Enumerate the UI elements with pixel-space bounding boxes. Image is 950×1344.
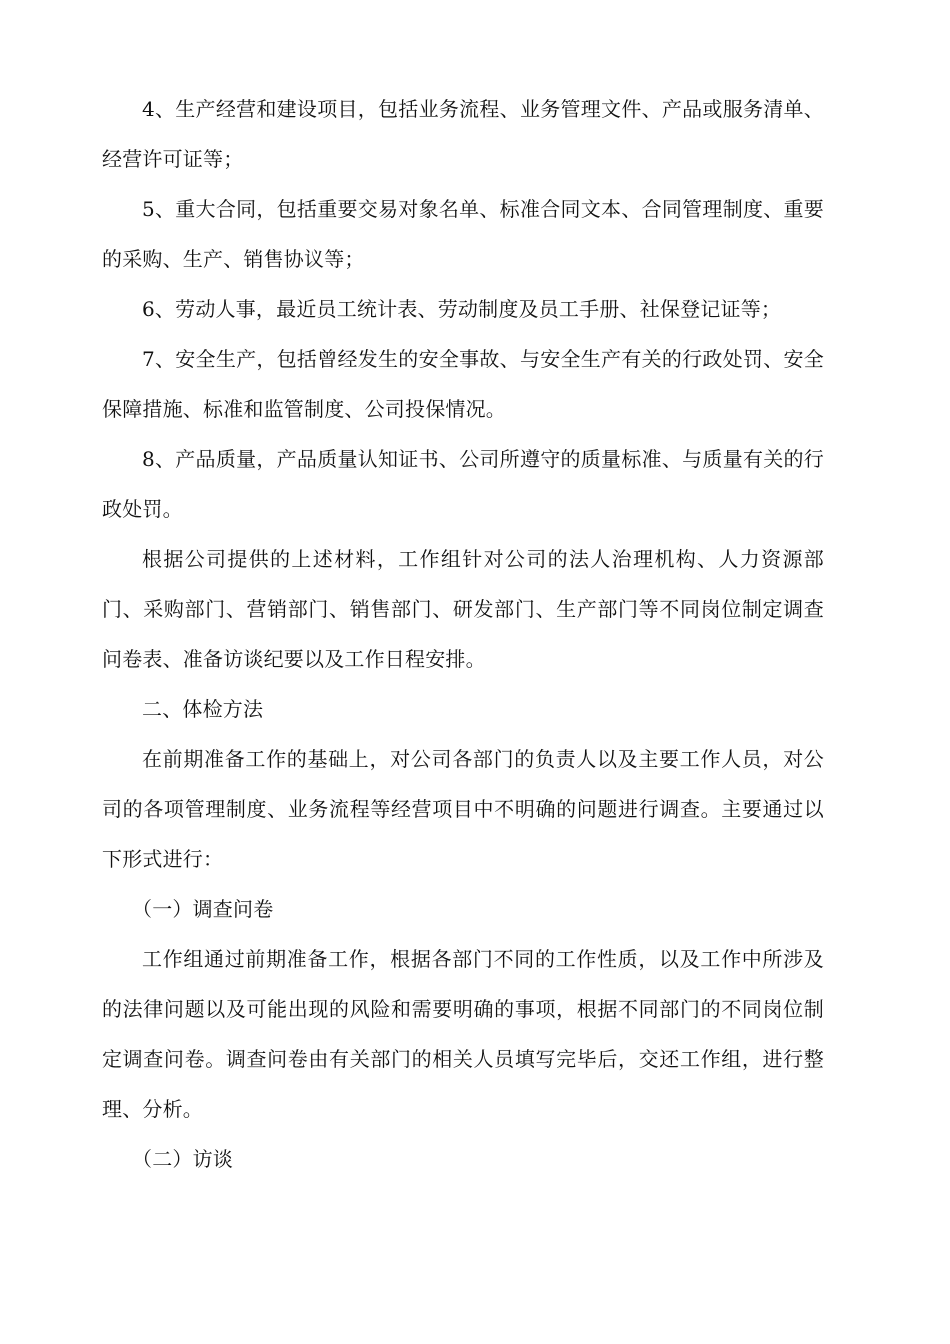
section-heading-inspection-methods: 二、体检方法 — [142, 697, 264, 721]
paragraph-item-5: 5、重大合同，包括重要交易对象名单、标准合同文本、合同管理制度、重要的采购、生产、销售协议等； — [102, 197, 824, 271]
paragraph-methods-intro: 在前期准备工作的基础上，对公司各部门的负责人以及主要工作人员，对公司的各项管理制度、业务流程等经营项目中不明确的问题进行调查。主要通过以下形式进行： — [102, 747, 824, 871]
subheading-questionnaire: （一）调查问卷 — [132, 897, 274, 921]
paragraph-materials-summary: 根据公司提供的上述材料，工作组针对公司的法人治理机构、人力资源部门、采购部门、营销部门、销售部门、研发部门、生产部门等不同岗位制定调查问卷表、准备访谈纪要以及工作日程安排。 — [102, 547, 824, 671]
paragraph-item-4: 4、生产经营和建设项目，包括业务流程、业务管理文件、产品或服务清单、经营许可证等； — [102, 97, 824, 171]
paragraph-item-8: 8、产品质量，产品质量认知证书、公司所遵守的质量标准、与质量有关的行政处罚。 — [102, 447, 824, 521]
paragraph-item-6: 6、劳动人事，最近员工统计表、劳动制度及员工手册、社保登记证等； — [142, 297, 782, 321]
subheading-interview: （二）访谈 — [132, 1147, 233, 1171]
paragraph-item-7: 7、安全生产，包括曾经发生的安全事故、与安全生产有关的行政处罚、安全保障措施、标准和监管制度、公司投保情况。 — [102, 347, 824, 421]
document-body — [102, 84, 824, 1184]
paragraph-questionnaire: 工作组通过前期准备工作，根据各部门不同的工作性质，以及工作中所涉及的法律问题以及可能出现的风险和需要明确的事项，根据不同部门的不同岗位制定调查问卷。调查问卷由有关部门的相关人员填写完毕后，交还工作组，进行整理、分析。 — [102, 947, 824, 1121]
